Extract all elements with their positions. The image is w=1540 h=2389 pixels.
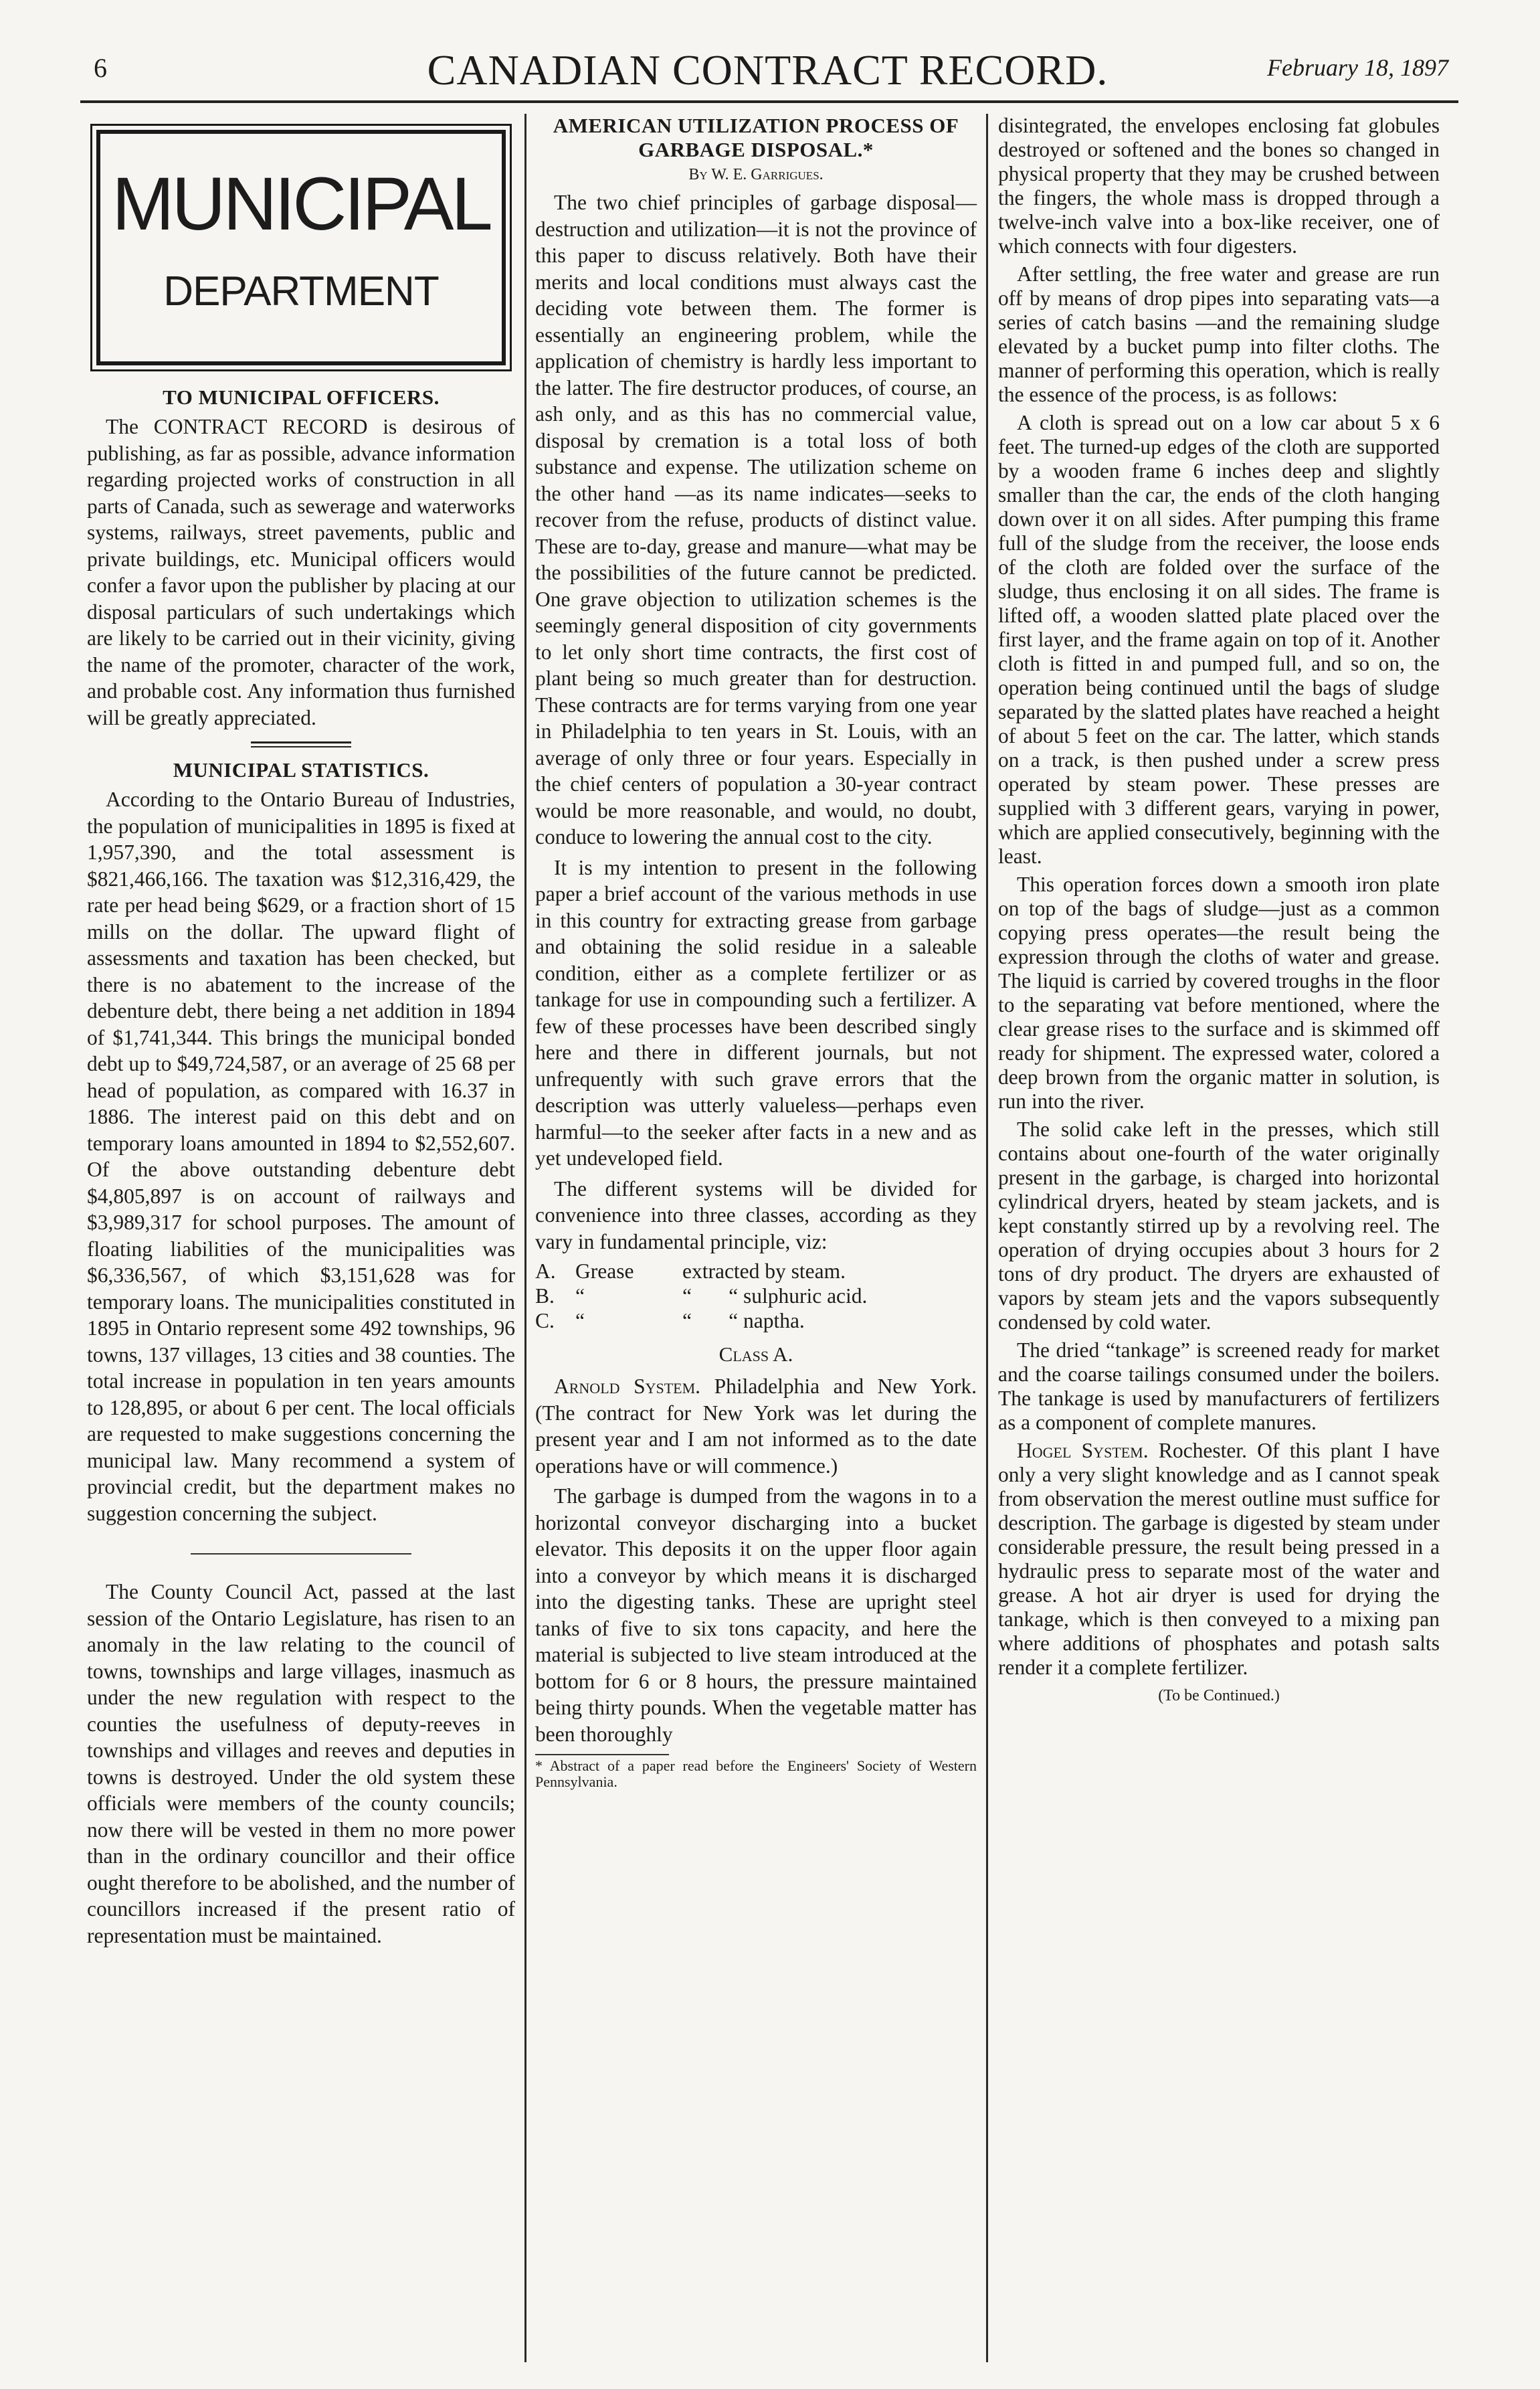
issue-date: February 18, 1897 [1267, 54, 1448, 81]
list-item: A. Grease extracted by steam. [535, 1259, 846, 1283]
article-paragraph: The CONTRACT RECORD is desirous of publishing, as far as possible, advance information regarding projected works of construction in all parts of Canada, such as sewerage and waterworks systems, railways, street pavements, public and private buildings, etc. Municipal officers would confer a favor upon the publisher by placing at our disposal particulars of such undertakings which are likely to be carried out in their vicinity, giving the name of the promoter, character of the work, and probable cost. Any information thus furnished will be greatly appreciated. [87, 415, 515, 729]
section-heading: TO MUNICIPAL OFFICERS. [163, 385, 440, 409]
column-3 [998, 114, 1440, 1712]
article-paragraph: The solid cake left in the presses, which still contains about one-fourth of the water originally present in the garbage, is charged into horizontal cylindrical dryers, heated by steam jackets, and is kept constantly stirred up by a revolving reel. The operation of drying occupies about 3 hours for 2 tons of dry product. The dryers are exhausted of vapors by steam jets and the vapors subsequently condensed by cold water. [998, 1118, 1440, 1334]
article-paragraph: The County Council Act, passed at the last session of the Ontario Legislature, has risen to an anomaly in the law relating to the council of towns, townships and large villages, inasmuch as under the new regulation with respect to the counties the usefulness of deputy-reeves in townships and villages and reeves and deputies in towns is destroyed. Under the old system these officials were members of the county councils; now there will be vested in them no more power than in the ordinary councillor and their office ought therefore to be abolished, and the number of councillors increased if the present ratio of representation must be maintained. [87, 1580, 515, 1947]
banner-title: MUNICIPAL [112, 162, 490, 246]
article-paragraph: Arnold System. Philadelphia and New York. (The contract for New York was let during the present year and I am not informed as to the date operations have or will commence.) [535, 1375, 977, 1478]
section-separator [251, 741, 351, 747]
article-paragraph: The garbage is dumped from the wagons in to a horizontal conveyor discharging into a bucket elevator. This deposits it on the upper floor again into a conveyor by which means it is discharged into the digesting tanks. These are upright steel tanks of five to six tons capacity, and here the material is subjected to live steam introduced at the bottom for 6 or 8 hours, the pressure maintained being thirty pounds. When the vegetable matter has been thoroughly [535, 1484, 977, 1746]
system-name: Hogel System. [1017, 1439, 1149, 1462]
article-heading: AMERICAN UTILIZATION PROCESS OF GARBAGE DISPOSAL.* [553, 114, 959, 161]
continued-note: (To be Continued.) [1158, 1687, 1280, 1704]
page-number: 6 [94, 53, 107, 83]
article-paragraph: A cloth is spread out on a low car about 5 x 6 feet. The turned-up edges of the cloth are supported by a wooden frame 6 inches deep and slightly smaller than the car, the ends of the cloth hanging down over it on all sides. After pumping this frame full of the sludge from the receiver, the loose ends of the cloth are folded over the surface of the sludge, thus enclosing it on all sides. The frame is lifted off, a wooden slatted plate placed over the first layer, and the frame again on top of it. Another cloth is fitted in and pumped full, and so on, the operation being continued until the bags of sludge separated by the slatted plates have reached a height of about 5 feet on the car. The latter, which stands on a track, is then pushed under a screw press operated by steam power. These presses are supplied with 3 different gears, varying in power, which are applied consecutively, beginning with the least. [998, 411, 1440, 868]
system-name: Arnold System. [554, 1375, 701, 1398]
article-byline: By W. E. Garrigues. [688, 166, 824, 183]
section-separator [191, 1553, 411, 1555]
department-banner [96, 130, 506, 365]
column-1 [87, 114, 515, 1953]
article-paragraph: The different systems will be divided for convenience into three classes, according as they vary in fundamental principle, viz: [535, 1176, 977, 1253]
section-heading: MUNICIPAL STATISTICS. [173, 758, 429, 782]
article-paragraph: This operation forces down a smooth iron plate on top of the bags of sludge—just as a common copying press operates—the result being the expression through the cloths of water and grease. The liquid is carried by covered troughs in the floor to the separating vat before mentioned, where the clear grease rises to the surface and is skimmed off ready for shipment. The expressed water, colored a deep brown from the organic matter in solution, is run into the river. [998, 873, 1440, 1113]
banner-subtitle: DEPARTMENT [163, 268, 439, 315]
article-paragraph: It is my intention to present in the following paper a brief account of the various methods in use in this country for extracting grease from garbage and obtaining the solid residue in a saleable condition, either as a complete fertilizer or as tankage for use in compounding such a fertilizer. A few of these processes have been described singly here and there in different journals, but not unfrequently with such grave errors that the description was utterly valueless—perhaps even harmful—to the seeker after facts in a new and as yet undeveloped field. [535, 855, 977, 1170]
footnote: * Abstract of a paper read before the Engineers' Society of Western Pennsylvania. [535, 1757, 977, 1790]
article-paragraph: disintegrated, the envelopes enclosing fat globules destroyed or softened and the bones so changed in physical property that they may be crushed between the fingers, the whole mass is dropped through a twelve-inch valve into a box-like receiver, one of which connects with four digesters. [998, 114, 1440, 258]
class-heading: Class A. [718, 1342, 793, 1366]
list-item: C. “ “ “ naptha. [535, 1309, 805, 1332]
article-paragraph: Hogel System. Rochester. Of this plant I have only a very slight knowledge and as I cannot speak from observation the merest outline must suffice for description. The garbage is digested by steam under considerable pressure, the result being pressed in a hydraulic press to separate most of the water and grease. A hot air dryer is used for drying the tankage, which is then conveyed to a mixing pan where additions of phosphates and potash salts render it a complete fertilizer. [998, 1439, 1440, 1679]
article-paragraph: The dried “tankage” is screened ready for market and the coarse tailings consumed under the boilers. The tankage is used by manufacturers of fertilizers as a component of complete manures. [998, 1338, 1440, 1434]
column-divider [524, 114, 526, 2362]
column-2 [535, 114, 977, 1794]
article-paragraph: According to the Ontario Bureau of Industries, the population of municipalities in 1895 is fixed at 1,957,390, and the total assessment is $821,466,166. The taxation was $12,316,429, the rate per head being $629, or a fraction short of 15 mills on the dollar. The upward flight of assessments and taxation has been checked, but there is no abatement to the increase of the debenture debt, there being a net addition in 1894 of $1,741,344. This brings the municipal bonded debt up to $49,724,587, or an average of 25 68 per head of population, as compared with 16.37 in 1886. The interest paid on this debt and on temporary loans amounted in 1894 to $2,552,607. Of the above outstanding debenture debt $4,805,897 is on account of railways and $3,989,317 for school purposes. The amount of floating liabilities of the municipalities was $6,336,567, of which $3,151,628 was for temporary loans. The municipalities constituted in 1895 in Ontario represent some 492 townships, 96 towns, 137 villages, 13 cities and 38 counties. The total increase in population in ten years amounts to 128,895, or about 6 per cent. The local officials are requested to make suggestions concerning the municipal law. Many recommend a system of provincial credit, but the department makes no suggestion concerning the subject. [87, 788, 515, 1525]
publication-title: CANADIAN CONTRACT RECORD. [427, 46, 1109, 94]
header-rule [80, 100, 1458, 103]
list-item: B. “ “ “ sulphuric acid. [535, 1284, 868, 1308]
class-list [535, 1259, 977, 1333]
article-paragraph: The two chief principles of garbage disposal—destruction and utilization—it is not the province of this paper to discuss relatively. Both have their merits and local conditions must always cast the deciding vote between them. The former is essentially an engineering problem, while the application of chemistry is hardly less important to the latter. The fire destructor produces, of course, an ash only, and as this has no commercial value, disposal by cremation is a total loss of both substance and expense. The utilization scheme on the other hand —as its name indicates—seeks to recover from the refuse, products of distinct value. These are to-day, grease and manure—what may be the possibilities of the future cannot be predicted. One grave objection to utilization schemes is the seemingly general disposition of city governments to let only short time contracts, the first cost of plant being so much greater than for destruction. These contracts are for terms varying from one year in Philadelphia to ten years in St. Louis, with an average of only three or four years. Especially in the chief centers of population a 30-year contract would be more reasonable, and would, no doubt, conduce to lowering the annual cost to the city. [535, 191, 977, 849]
article-paragraph: After settling, the free water and grease are run off by means of drop pipes into separating vats—a series of catch basins —and the remaining sludge elevated by a bucket pump into filter cloths. The manner of performing this operation, which is really the essence of the process, is as follows: [998, 262, 1440, 406]
column-divider [986, 114, 988, 2362]
page-header [74, 37, 1462, 104]
footnote-rule [535, 1754, 669, 1755]
